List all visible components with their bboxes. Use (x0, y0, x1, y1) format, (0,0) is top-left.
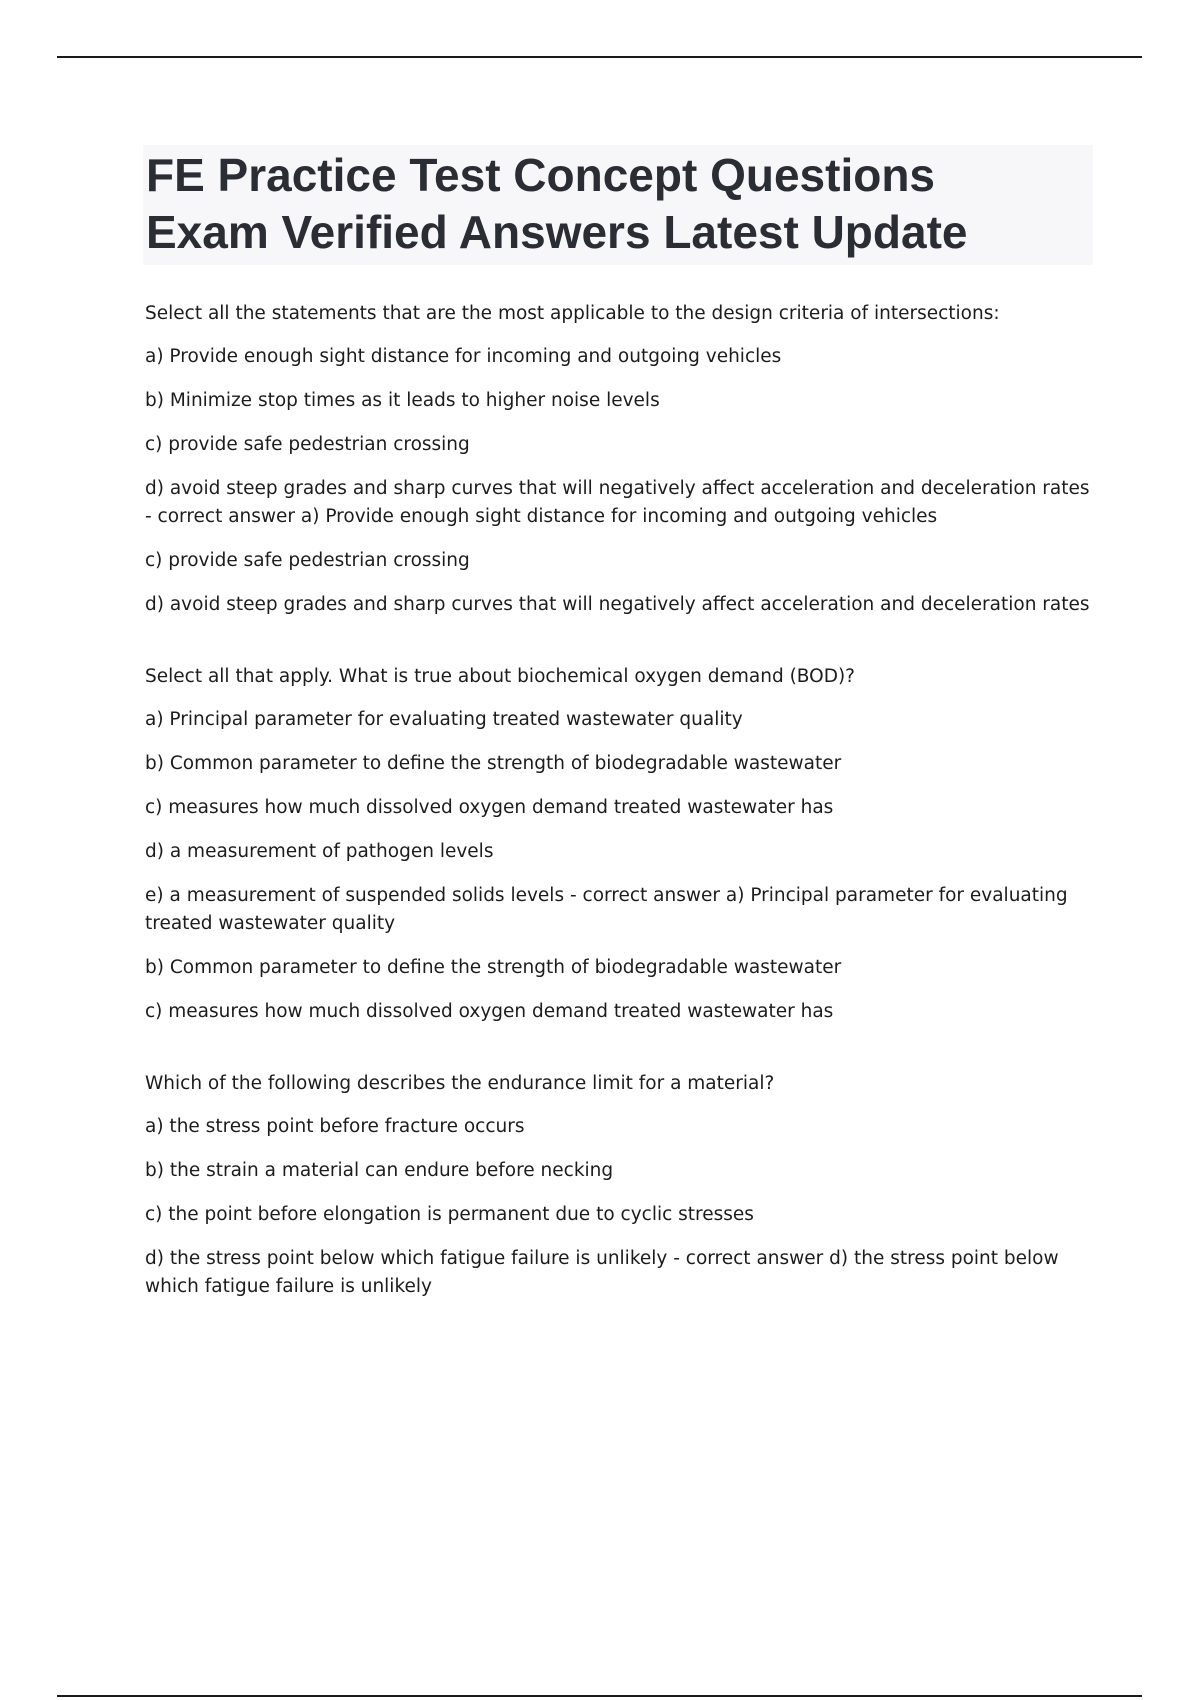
answer-option: d) a measurement of pathogen levels (145, 841, 494, 862)
document-body (145, 300, 1095, 1345)
title-line: FE Practice Test Concept Questions (146, 149, 936, 201)
question-stem: Select all that apply. What is true about biochemical oxygen demand (BOD)? (145, 666, 855, 687)
answer-option: b) Minimize stop times as it leads to higher noise levels (145, 390, 660, 411)
answer-option: c) provide safe pedestrian crossing (145, 434, 470, 455)
answer-option: b) Common parameter to define the strength of biodegradable wastewater (145, 753, 842, 774)
bottom-rule (57, 1695, 1142, 1697)
answer-option: b) the strain a material can endure before necking (145, 1160, 614, 1181)
answer-option: d) avoid steep grades and sharp curves that will negatively affect acceleration and deceleration rates (145, 594, 1090, 615)
answer-option: c) provide safe pedestrian crossing (145, 550, 470, 571)
answer-option: c) the point before elongation is permanent due to cyclic stresses (145, 1204, 754, 1225)
answer-option: a) the stress point before fracture occurs (145, 1116, 525, 1137)
answer-option: a) Provide enough sight distance for incoming and outgoing vehicles (145, 346, 782, 367)
answer-option: c) measures how much dissolved oxygen demand treated wastewater has (145, 1001, 834, 1022)
answer-option: a) Principal parameter for evaluating treated wastewater quality (145, 709, 743, 730)
answer-option: d) avoid steep grades and sharp curves that will negatively affect acceleration and deceleration rates - correct answer a) Provide enough sight distance for incoming and outgoing vehicles (145, 478, 1090, 527)
question-stem: Which of the following describes the endurance limit for a material? (145, 1073, 775, 1094)
top-rule (57, 56, 1142, 58)
question-stem: Select all the statements that are the most applicable to the design criteria of intersections: (145, 303, 1000, 324)
question-block (145, 663, 1095, 1026)
question-block (145, 300, 1095, 619)
answer-option: b) Common parameter to define the strength of biodegradable wastewater (145, 957, 842, 978)
title-line: Exam Verified Answers Latest Update (146, 206, 968, 258)
answer-option: e) a measurement of suspended solids levels - correct answer a) Principal parameter for evaluating treated wastewater quality (145, 885, 1068, 934)
answer-option: d) the stress point below which fatigue failure is unlikely - correct answer d) the stress point below which fatigue failure is unlikely (145, 1248, 1059, 1297)
document-title (143, 145, 1093, 265)
answer-option: c) measures how much dissolved oxygen demand treated wastewater has (145, 797, 834, 818)
question-block (145, 1070, 1095, 1301)
